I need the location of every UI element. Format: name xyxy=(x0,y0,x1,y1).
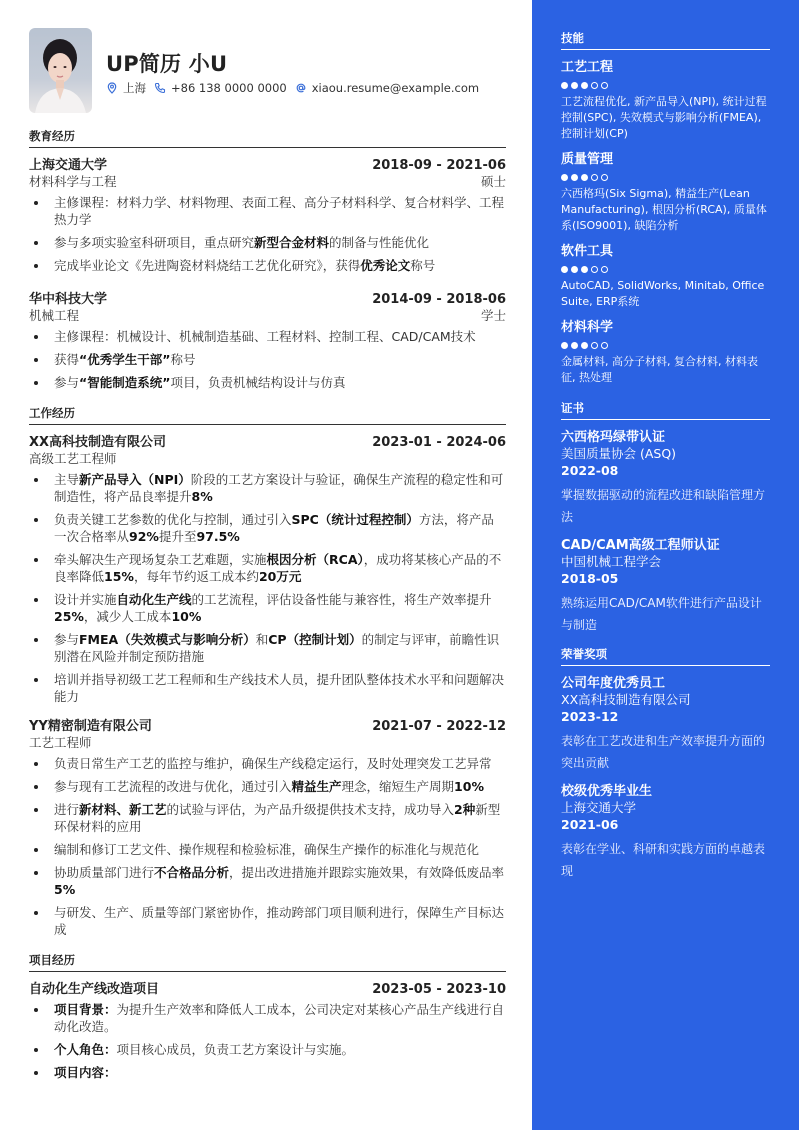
bold-text: 自动化生产线 xyxy=(116,592,192,607)
bullet-list xyxy=(29,471,506,705)
bullet-item xyxy=(29,234,506,251)
text-segment: 获得 xyxy=(54,352,80,367)
date-range: 2014-09 - 2018-06 xyxy=(372,292,506,307)
skill-item xyxy=(561,148,770,234)
profile-photo xyxy=(29,28,92,113)
certificate-item xyxy=(561,534,770,636)
empty-dot-icon xyxy=(591,266,598,273)
skill-name: 质量管理 xyxy=(561,152,614,167)
bold-text: 个人角色： xyxy=(54,1042,117,1057)
award-item xyxy=(561,780,770,882)
candidate-name: UP简历 小U xyxy=(106,52,228,76)
bold-text: 项目内容： xyxy=(54,1065,117,1080)
bold-text: 5% xyxy=(54,882,76,897)
skill-rating xyxy=(561,265,770,273)
text-segment: 主导 xyxy=(54,472,80,487)
award-organization: XX高科技制造有限公司 xyxy=(561,692,691,707)
bullet-item xyxy=(29,328,506,345)
text-segment: 提升至 xyxy=(158,529,197,544)
contact-email xyxy=(295,81,479,95)
skill-description: 工艺流程优化, 新产品导入(NPI), 统计过程控制(SPC), 失效模式与影响分析(FMEA), 控制计划(CP) xyxy=(561,95,767,140)
bullet-item xyxy=(29,471,506,505)
text-segment: 方法，将产品一次合格率从 xyxy=(54,512,494,544)
job-title: 工艺工程师 xyxy=(29,735,92,750)
text-segment: 称号 xyxy=(170,352,196,367)
filled-dot-icon xyxy=(561,342,568,349)
text-segment: ，成功将某核心产品的不良率降低 xyxy=(54,552,502,584)
bold-text: 97.5% xyxy=(196,529,240,544)
bullet-item xyxy=(29,755,506,772)
skill-item xyxy=(561,56,770,142)
award-organization: 上海交通大学 xyxy=(561,800,637,815)
filled-dot-icon xyxy=(561,82,568,89)
bullet-item xyxy=(29,1041,506,1058)
bold-text: 精益生产 xyxy=(291,779,342,794)
text-segment: 参与 xyxy=(54,375,80,390)
work-heading: 工作经历 xyxy=(29,405,506,425)
bullet-item xyxy=(29,841,506,858)
bold-text: 不合格品分析 xyxy=(154,865,230,880)
bold-text: 项目背景： xyxy=(54,1002,117,1017)
text-segment: 主修课程：材料力学、材料物理、表面工程、高分子材料科学、复合材料学、工程热力学 xyxy=(54,195,505,227)
bullet-item xyxy=(29,864,506,898)
text-segment: 培训并指导初级工艺工程师和生产线技术人员，提升团队整体技术水平和问题解决能力 xyxy=(54,672,505,704)
skills-list xyxy=(561,56,770,386)
skill-name: 工艺工程 xyxy=(561,60,614,75)
bold-text: FMEA（失效模式与影响分析） xyxy=(79,632,256,647)
text-segment: 项目核心成员，负责工艺方案设计与实施。 xyxy=(116,1042,355,1057)
bold-text: 新材料、新工艺 xyxy=(79,802,167,817)
text-segment: 负责关键工艺参数的优化与控制，通过引入 xyxy=(54,512,292,527)
text-segment: 设计并实施 xyxy=(54,592,117,607)
text-segment: 完成毕业论文《先进陶瓷材料烧结工艺优化研究》，获得 xyxy=(54,258,361,273)
bullet-item xyxy=(29,801,506,835)
empty-dot-icon xyxy=(591,342,598,349)
skill-item xyxy=(561,240,770,310)
resume-header xyxy=(29,0,506,128)
certificate-organization: 中国机械工程学会 xyxy=(561,554,662,569)
text-segment: 参与 xyxy=(54,632,80,647)
work-entry xyxy=(29,715,506,938)
bold-text: 优秀论文 xyxy=(360,258,411,273)
text-segment: 参与现有工艺流程的改进与优化，通过引入 xyxy=(54,779,292,794)
award-name: 校级优秀毕业生 xyxy=(561,784,653,799)
empty-dot-icon xyxy=(601,174,608,181)
bullet-item xyxy=(29,778,506,795)
school-name: 华中科技大学 xyxy=(29,292,108,307)
text-segment: 为提升生产效率和降低人工成本，公司决定对某核心产品生产线进行自动化改造。 xyxy=(54,1002,505,1034)
portrait-image xyxy=(29,28,92,113)
text-segment: 的制定与评审，前瞻性识别潜在风险并制定预防措施 xyxy=(54,632,500,664)
skill-description: 金属材料, 高分子材料, 复合材料, 材料表征, 热处理 xyxy=(561,355,758,384)
text-segment: 新型环保材料的应用 xyxy=(54,802,501,834)
bullet-item xyxy=(29,671,506,705)
date-range: 2021-07 - 2022-12 xyxy=(372,719,506,734)
bold-text: 20万元 xyxy=(258,569,302,584)
text-segment: ，每年节约返工成本约 xyxy=(133,569,259,584)
text-segment: 的试验与评估，为产品升级提供技术支持，成功导入 xyxy=(166,802,455,817)
bullet-item xyxy=(29,631,506,665)
certificate-organization: 美国质量协会 (ASQ) xyxy=(561,446,677,461)
entry-header xyxy=(29,154,506,173)
bullet-item xyxy=(29,374,506,391)
school-name: 上海交通大学 xyxy=(29,158,108,173)
filled-dot-icon xyxy=(571,266,578,273)
award-date: 2023-12 xyxy=(561,709,619,724)
skill-item xyxy=(561,316,770,386)
filled-dot-icon xyxy=(561,266,568,273)
education-list xyxy=(29,154,506,391)
empty-dot-icon xyxy=(591,174,598,181)
awards-section xyxy=(561,646,770,882)
bold-text: 92% xyxy=(129,529,159,544)
bullet-list xyxy=(29,328,506,391)
certificate-name: 六西格玛绿带认证 xyxy=(561,430,666,445)
certificate-description: 掌握数据驱动的流程改进和缺陷管理方法 xyxy=(561,488,766,524)
filled-dot-icon xyxy=(571,342,578,349)
text-segment: 的工艺流程，评估设备性能与兼容性，将生产效率提升 xyxy=(191,592,492,607)
bullet-item xyxy=(29,551,506,585)
text-segment: ，减少人工成本 xyxy=(83,609,172,624)
filled-dot-icon xyxy=(581,266,588,273)
projects-heading: 项目经历 xyxy=(29,952,506,972)
entry-header xyxy=(29,431,506,450)
bold-text: SPC（统计过程控制） xyxy=(291,512,419,527)
text-segment: 协助质量部门进行 xyxy=(54,865,155,880)
bullet-item xyxy=(29,904,506,938)
filled-dot-icon xyxy=(571,82,578,89)
phone-text: +86 138 0000 0000 xyxy=(171,81,287,95)
filled-dot-icon xyxy=(581,174,588,181)
bullet-list xyxy=(29,194,506,274)
at-sign-icon xyxy=(295,82,307,94)
filled-dot-icon xyxy=(581,82,588,89)
entry-header xyxy=(29,715,506,734)
education-entry xyxy=(29,288,506,391)
contact-phone xyxy=(154,81,287,95)
awards-heading: 荣誉奖项 xyxy=(561,646,770,666)
work-section xyxy=(29,405,506,938)
bullet-item xyxy=(29,257,506,274)
bullet-item xyxy=(29,511,506,545)
bullet-item xyxy=(29,591,506,625)
text-segment: 负责日常生产工艺的监控与维护，确保生产线稳定运行，及时处理突发工艺异常 xyxy=(54,756,492,771)
text-segment: 理念，缩短生产周期 xyxy=(341,779,455,794)
projects-section xyxy=(29,952,506,1081)
sidebar xyxy=(532,0,799,1130)
certificate-name: CAD/CAM高级工程师认证 xyxy=(561,538,720,553)
text-segment: 称号 xyxy=(410,258,436,273)
certificates-section xyxy=(561,400,770,636)
job-title: 高级工艺工程师 xyxy=(29,451,117,466)
skill-name: 软件工具 xyxy=(561,244,614,259)
work-list xyxy=(29,431,506,938)
education-section xyxy=(29,128,506,391)
date-range: 2023-01 - 2024-06 xyxy=(372,435,506,450)
empty-dot-icon xyxy=(601,266,608,273)
text-segment: 编制和修订工艺文件、操作规程和检验标准，确保生产操作的标准化与规范化 xyxy=(54,842,480,857)
text-segment: 项目，负责机械结构设计与仿真 xyxy=(170,375,346,390)
location-text: 上海 xyxy=(123,81,146,95)
filled-dot-icon xyxy=(561,174,568,181)
award-description: 表彰在学业、科研和实践方面的卓越表现 xyxy=(561,842,766,878)
entry-header xyxy=(29,978,506,997)
text-segment: 的制备与性能优化 xyxy=(329,235,430,250)
certificate-date: 2018-05 xyxy=(561,571,619,586)
degree: 硕士 xyxy=(480,174,506,189)
entry-subheader xyxy=(29,307,506,324)
skill-rating xyxy=(561,341,770,349)
bullet-item xyxy=(29,351,506,368)
entry-subheader xyxy=(29,173,506,190)
bullet-item xyxy=(29,1001,506,1035)
skills-heading: 技能 xyxy=(561,30,770,50)
entry-header xyxy=(29,288,506,307)
date-range: 2018-09 - 2021-06 xyxy=(372,158,506,173)
skill-rating xyxy=(561,81,770,89)
certificates-heading: 证书 xyxy=(561,400,770,420)
text-segment: 主修课程：机械设计、机械制造基础、工程材料、控制工程、CAD/CAM技术 xyxy=(54,329,476,344)
date-range: 2023-05 - 2023-10 xyxy=(372,982,506,997)
skills-section xyxy=(561,0,770,386)
filled-dot-icon xyxy=(581,342,588,349)
location-pin-icon xyxy=(106,82,118,94)
degree: 学士 xyxy=(480,308,506,323)
text-segment: 进行 xyxy=(54,802,80,817)
text-segment: 阶段的工艺方案设计与验证，确保生产流程的稳定性和可制造性，将产品良率提升 xyxy=(54,472,504,504)
bold-text: 新产品导入（NPI） xyxy=(79,472,191,487)
empty-dot-icon xyxy=(591,82,598,89)
projects-list xyxy=(29,978,506,1081)
major: 机械工程 xyxy=(29,308,80,323)
text-segment: 与研发、生产、质量等部门紧密协作，推动跨部门项目顺利进行，保障生产目标达成 xyxy=(54,905,505,937)
award-date: 2021-06 xyxy=(561,817,619,832)
bullet-item xyxy=(29,194,506,228)
empty-dot-icon xyxy=(601,342,608,349)
certificates-list xyxy=(561,426,770,636)
company-name: XX高科技制造有限公司 xyxy=(29,435,167,450)
skill-name: 材料科学 xyxy=(561,320,614,335)
bold-text: 10% xyxy=(171,609,202,624)
email-text[interactable]: xiaou.resume@example.com xyxy=(311,81,480,95)
text-segment: 参与多项实验室科研项目，重点研究 xyxy=(54,235,255,250)
bold-text: 25% xyxy=(54,609,84,624)
bold-text: 2种 xyxy=(454,802,476,817)
phone-icon xyxy=(154,82,166,94)
text-segment: 和 xyxy=(255,632,269,647)
empty-dot-icon xyxy=(601,82,608,89)
education-entry xyxy=(29,154,506,274)
major: 材料科学与工程 xyxy=(29,174,117,189)
contact-location xyxy=(106,80,146,96)
certificate-date: 2022-08 xyxy=(561,463,619,478)
bold-text: “优秀学生干部” xyxy=(79,352,171,367)
certificate-description: 熟练运用CAD/CAM软件进行产品设计与制造 xyxy=(561,596,762,632)
project-entry xyxy=(29,978,506,1081)
text-segment: ，提出改进措施并跟踪实施效果，有效降低废品率 xyxy=(229,865,505,880)
award-description: 表彰在工艺改进和生产效率提升方面的突出贡献 xyxy=(561,734,766,770)
skill-description: 六西格玛(Six Sigma), 精益生产(Lean Manufacturing), 根因分析(RCA), 质量体系(ISO9001), 缺陷分析 xyxy=(561,187,767,232)
certificate-item xyxy=(561,426,770,528)
skill-description: AutoCAD, SolidWorks, Minitab, Office Suite, ERP系统 xyxy=(561,279,765,308)
education-heading: 教育经历 xyxy=(29,128,506,148)
bullet-list xyxy=(29,755,506,938)
bold-text: “智能制造系统” xyxy=(79,375,171,390)
bullet-item xyxy=(29,1064,506,1081)
text-segment: 牵头解决生产现场复杂工艺难题，实施 xyxy=(54,552,267,567)
bullet-list xyxy=(29,1001,506,1081)
filled-dot-icon xyxy=(571,174,578,181)
awards-list xyxy=(561,672,770,882)
company-name: YY精密制造有限公司 xyxy=(29,719,152,734)
contact-info xyxy=(106,80,487,96)
work-entry xyxy=(29,431,506,705)
skill-rating xyxy=(561,173,770,181)
bold-text: 10% xyxy=(454,779,484,794)
bold-text: CP（控制计划） xyxy=(268,632,362,647)
bold-text: 根因分析（RCA） xyxy=(266,552,364,567)
bold-text: 新型合金材料 xyxy=(254,235,330,250)
award-item xyxy=(561,672,770,774)
project-name: 自动化生产线改造项目 xyxy=(29,982,160,997)
award-name: 公司年度优秀员工 xyxy=(561,676,666,691)
bold-text: 8% xyxy=(191,489,213,504)
bold-text: 15% xyxy=(104,569,134,584)
